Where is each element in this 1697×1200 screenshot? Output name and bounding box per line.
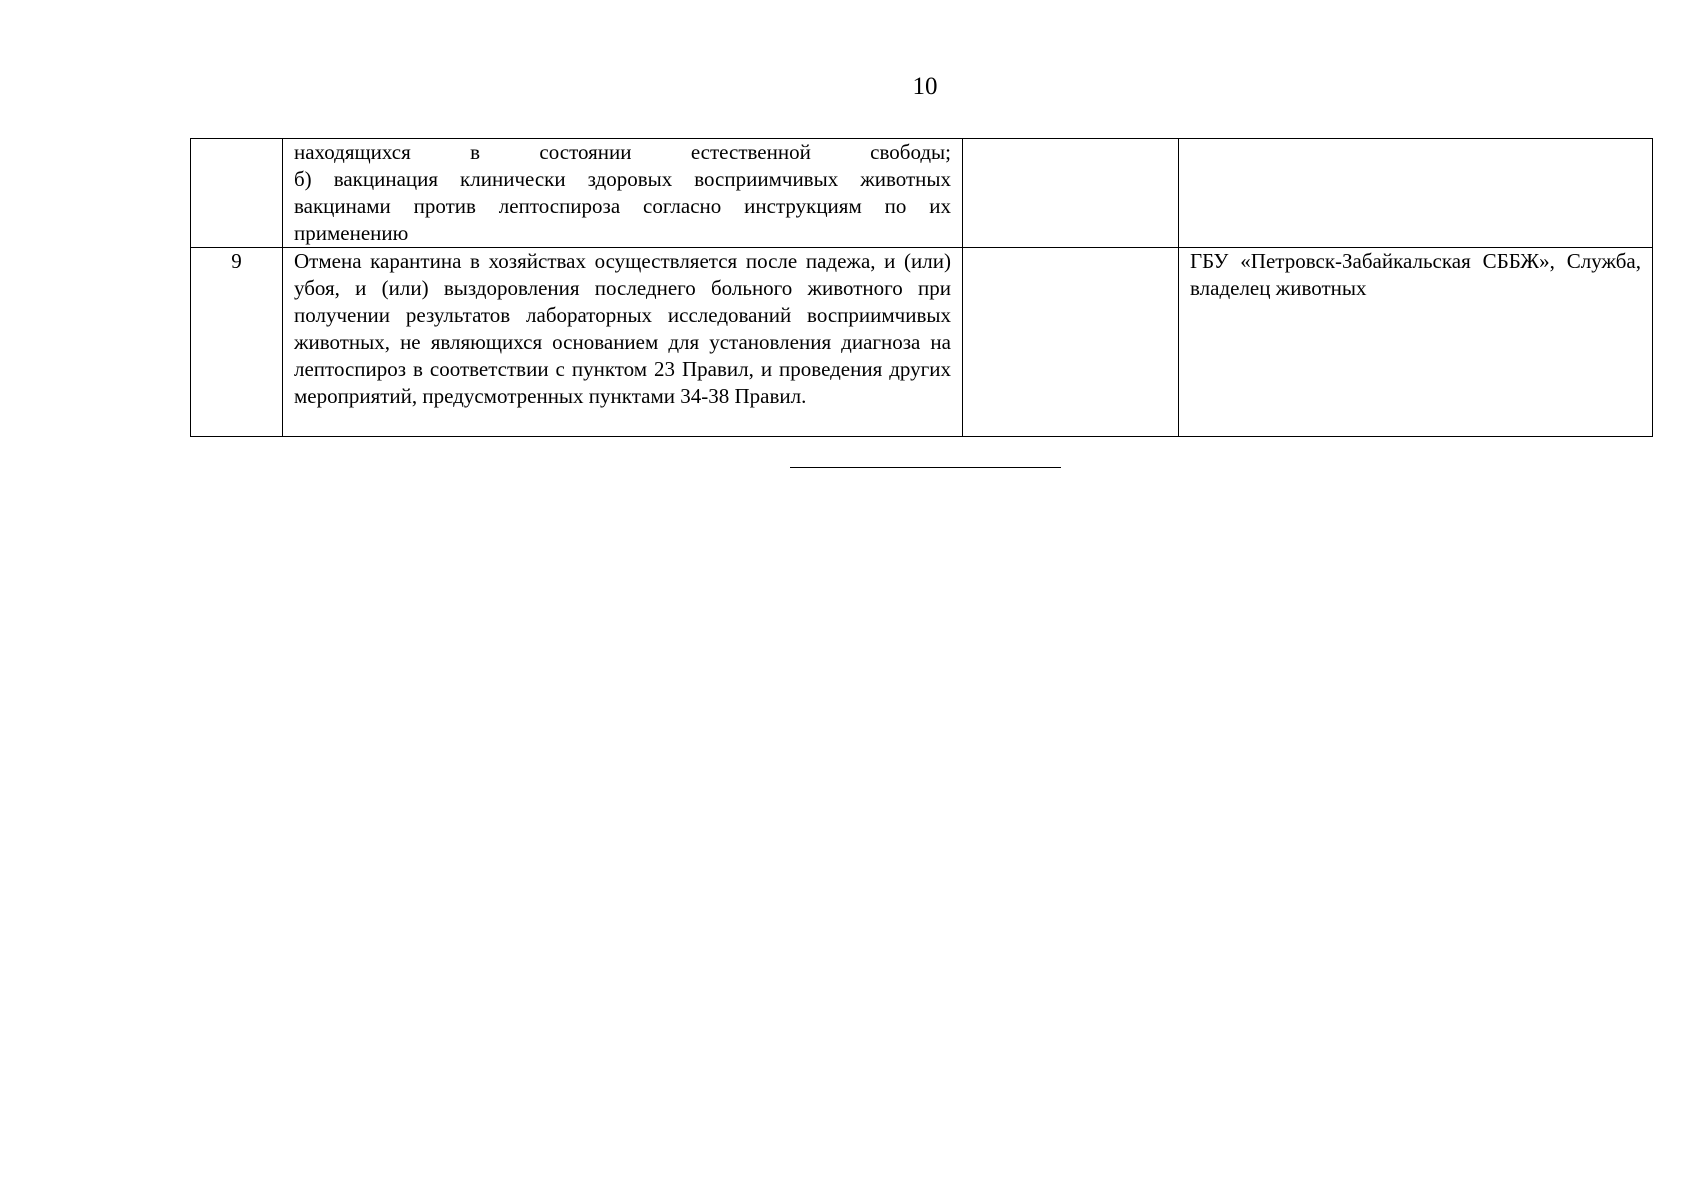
measure-cell (283, 139, 963, 248)
row-number-cell: 9 (191, 248, 283, 437)
responsible-cell (1179, 139, 1653, 248)
measure-text-line: Отмена карантина в хозяйствах осуществляется после падежа, и (или) убоя, и (или) выздоровления последнего больного животного при получении результатов лабораторных исследований восприимчивых животных, не являющихся основанием для установления диагноза на лептоспироз в соответствии с пунктом 23 Правил, и проведения других мероприятий, предусмотренных пунктами 34-38 Правил. (294, 249, 951, 408)
measure-text-line: б) вакцинация клинически здоровых восприимчивых животных вакцинами против лептоспироза согласно инструкциям по их применению (294, 167, 951, 245)
table-row (191, 248, 1653, 437)
table-row (191, 139, 1653, 248)
measures-table (190, 138, 1653, 437)
end-of-document-rule (790, 467, 1061, 468)
row-number-cell (191, 139, 283, 248)
measure-text-line: находящихся в состоянии естественной свободы; (294, 140, 951, 164)
deadline-cell (963, 139, 1179, 248)
measure-cell (283, 248, 963, 437)
responsible-cell (1179, 248, 1653, 437)
page-number: 10 (912, 73, 938, 100)
deadline-cell (963, 248, 1179, 437)
responsible-text: ГБУ «Петровск-Забайкальская СББЖ», Служба, владелец животных (1190, 249, 1641, 300)
